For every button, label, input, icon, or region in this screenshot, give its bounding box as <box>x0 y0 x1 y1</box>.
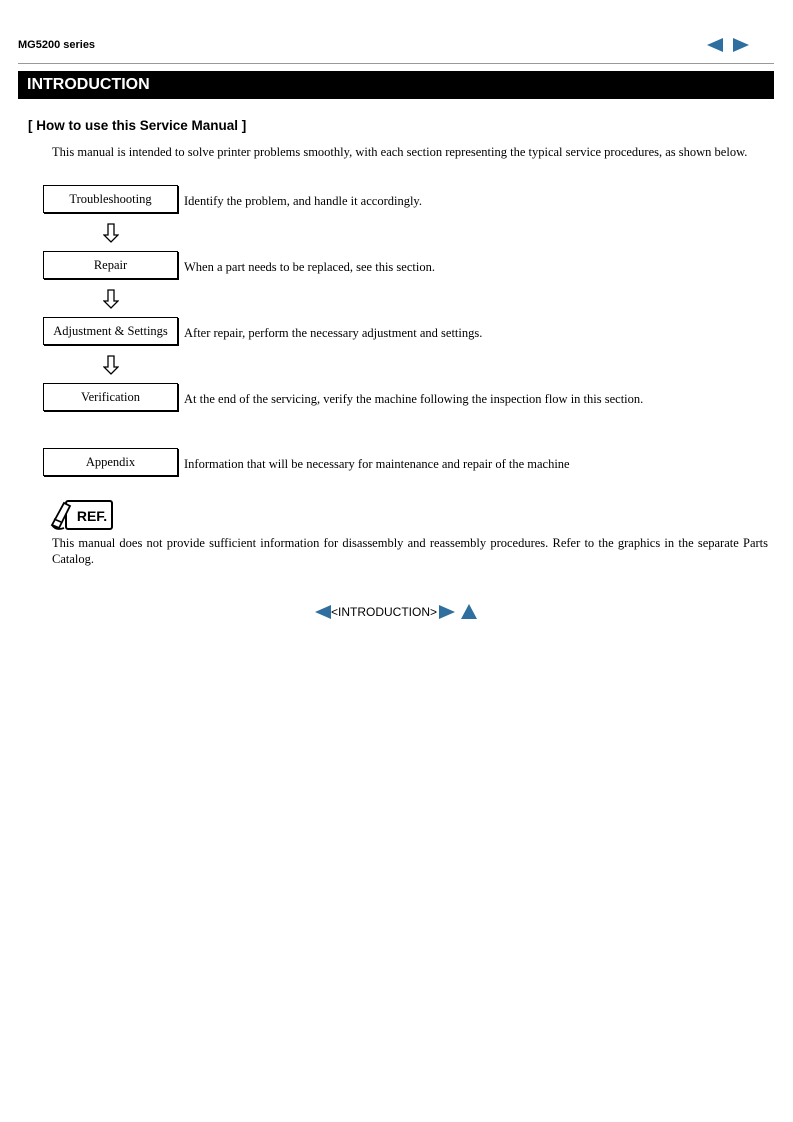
step-box-repair[interactable]: Repair <box>43 251 178 279</box>
step-description: When a part needs to be replaced, see this section. <box>184 260 435 274</box>
bottom-navigation <box>315 604 477 619</box>
step-box-adjustment-settings[interactable]: Adjustment & Settings <box>43 317 178 345</box>
step-description: At the end of the servicing, verify the machine following the inspection flow in this section. <box>184 392 644 406</box>
down-arrow-icon <box>103 223 119 243</box>
ref-label: REF. <box>76 508 108 524</box>
prev-page-icon[interactable] <box>315 605 331 619</box>
series-title: MG5200 series <box>18 39 96 51</box>
ref-note-icon <box>50 498 114 532</box>
step-description: After repair, perform the necessary adjustment and settings. <box>184 326 483 340</box>
step-description: Identify the problem, and handle it accordingly. <box>184 194 423 208</box>
bottom-nav-label[interactable]: <INTRODUCTION> <box>331 604 438 619</box>
section-heading: [ How to use this Service Manual ] <box>28 118 247 133</box>
step-box-appendix[interactable]: Appendix <box>43 448 178 476</box>
step-description: Information that will be necessary for maintenance and repair of the machine <box>184 457 570 471</box>
step-box-troubleshooting[interactable]: Troubleshooting <box>43 185 178 213</box>
up-page-icon[interactable] <box>461 604 477 619</box>
prev-page-icon[interactable] <box>707 38 723 52</box>
next-page-icon[interactable] <box>439 605 455 619</box>
down-arrow-icon <box>103 289 119 309</box>
next-page-icon[interactable] <box>733 38 749 52</box>
top-navigation <box>707 38 749 52</box>
intro-paragraph: This manual is intended to solve printer problems smoothly, with each section representing the typical service procedures, as shown below. <box>52 145 748 159</box>
down-arrow-icon <box>103 355 119 375</box>
ref-note-text: This manual does not provide sufficient information for disassembly and reassembly procedures. Refer to the graphics in the separate Parts Catalog. <box>52 536 768 566</box>
section-banner: INTRODUCTION <box>18 71 774 99</box>
step-box-verification[interactable]: Verification <box>43 383 178 411</box>
header-divider <box>18 63 774 64</box>
